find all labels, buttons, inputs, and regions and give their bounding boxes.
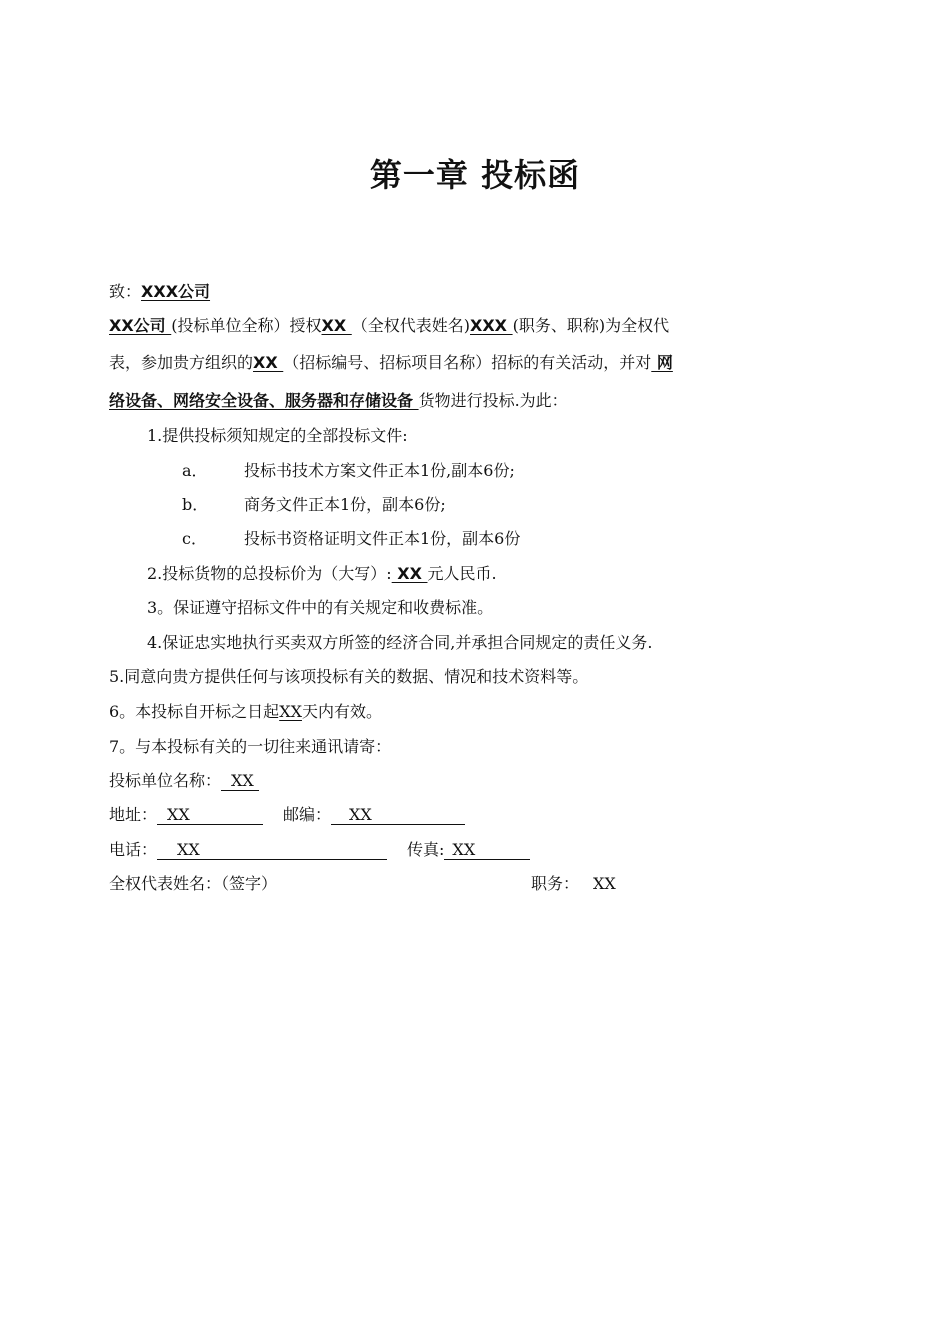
tender-number: XX — [253, 353, 284, 372]
text-segment: 天内有效。 — [301, 702, 382, 721]
signature-label: 全权代表姓名：（签字） — [109, 874, 278, 893]
addressee-company: XXX公司 — [141, 282, 211, 301]
bidder-name-field — [221, 772, 259, 791]
fax-value: XX — [452, 840, 476, 859]
bidder-name-label: 投标单位名称： — [109, 771, 222, 790]
position-label: 职务： — [531, 874, 580, 893]
item-1b-mark: b． — [182, 495, 209, 514]
text-segment: 表，参加贵方组织的 — [109, 353, 254, 372]
bidder-name-value: XX — [231, 771, 254, 790]
phone-line — [109, 839, 530, 861]
bidder-name-line — [109, 770, 259, 792]
item-1c-text: 投标书资格证明文件正本1份，副本6份 — [244, 529, 521, 548]
item-1c — [182, 528, 520, 550]
fax-field — [444, 841, 530, 860]
item-3: 3。保证遵守招标文件中的有关规定和收费标准。 — [147, 598, 494, 617]
addressee-line — [109, 281, 210, 303]
item-1b — [182, 494, 446, 516]
validity-days: XX — [279, 702, 302, 721]
item-2 — [147, 563, 497, 585]
paragraph-line-3 — [109, 390, 568, 412]
position-value: XX — [593, 874, 616, 893]
addressee-label: 致： — [109, 282, 142, 301]
address-line — [109, 804, 465, 826]
address-label: 地址： — [109, 805, 158, 824]
page-title: 第一章 投标函 — [369, 156, 581, 194]
paragraph-line-2 — [109, 352, 673, 374]
total-price: XX — [391, 564, 428, 583]
text-segment: （招标编号、招标项目名称）招标的有关活动，并对 — [283, 353, 652, 372]
position-line — [531, 873, 616, 895]
phone-label: 电话： — [109, 840, 158, 859]
item-1: 1.提供投标须知规定的全部投标文件: — [147, 426, 408, 445]
item-7: 7。与本投标有关的一切往来通讯请寄： — [109, 737, 392, 756]
goods-name-part1: 网 — [651, 353, 673, 372]
text-segment: 货物进行投标.为此： — [418, 391, 568, 410]
rep-title: XXX — [470, 316, 513, 335]
item-4: 4.保证忠实地执行买卖双方所签的经济合同,并承担合同规定的责任义务. — [147, 633, 653, 652]
phone-value: XX — [177, 840, 200, 859]
item-1a-mark: a． — [182, 461, 208, 480]
address-value: XX — [167, 805, 190, 824]
item-1b-text: 商务文件正本1份，副本6份; — [244, 495, 446, 514]
text-segment: (投标单位全称）授权 — [171, 316, 322, 335]
authorized-rep: XX — [321, 316, 352, 335]
signature-line — [109, 873, 277, 895]
text-segment: 2.投标货物的总投标价为（大写）: — [147, 564, 392, 583]
bidder-company: XX公司 — [109, 316, 172, 335]
goods-name-part2: 络设备、网络安全设备、服务器和存储设备 — [109, 391, 419, 410]
item-6 — [109, 701, 382, 723]
item-5: 5.同意向贵方提供任何与该项投标有关的数据、情况和技术资料等。 — [109, 667, 589, 686]
text-segment: 元人民币. — [427, 564, 497, 583]
paragraph-line-1 — [109, 315, 669, 337]
item-1c-mark: c． — [182, 529, 207, 548]
phone-field — [157, 841, 387, 860]
address-field — [157, 806, 263, 825]
fax-label: 传真: — [407, 840, 445, 859]
zip-value: XX — [349, 805, 372, 824]
zip-field — [331, 806, 465, 825]
item-1a — [182, 460, 515, 482]
item-1a-text: 投标书技术方案文件正本1份,副本6份; — [244, 461, 515, 480]
text-segment: 6。本投标自开标之日起 — [109, 702, 280, 721]
zip-label: 邮编： — [283, 805, 332, 824]
text-segment: （全权代表姓名) — [351, 316, 470, 335]
text-segment: (职务、职称)为全权代 — [512, 316, 670, 335]
